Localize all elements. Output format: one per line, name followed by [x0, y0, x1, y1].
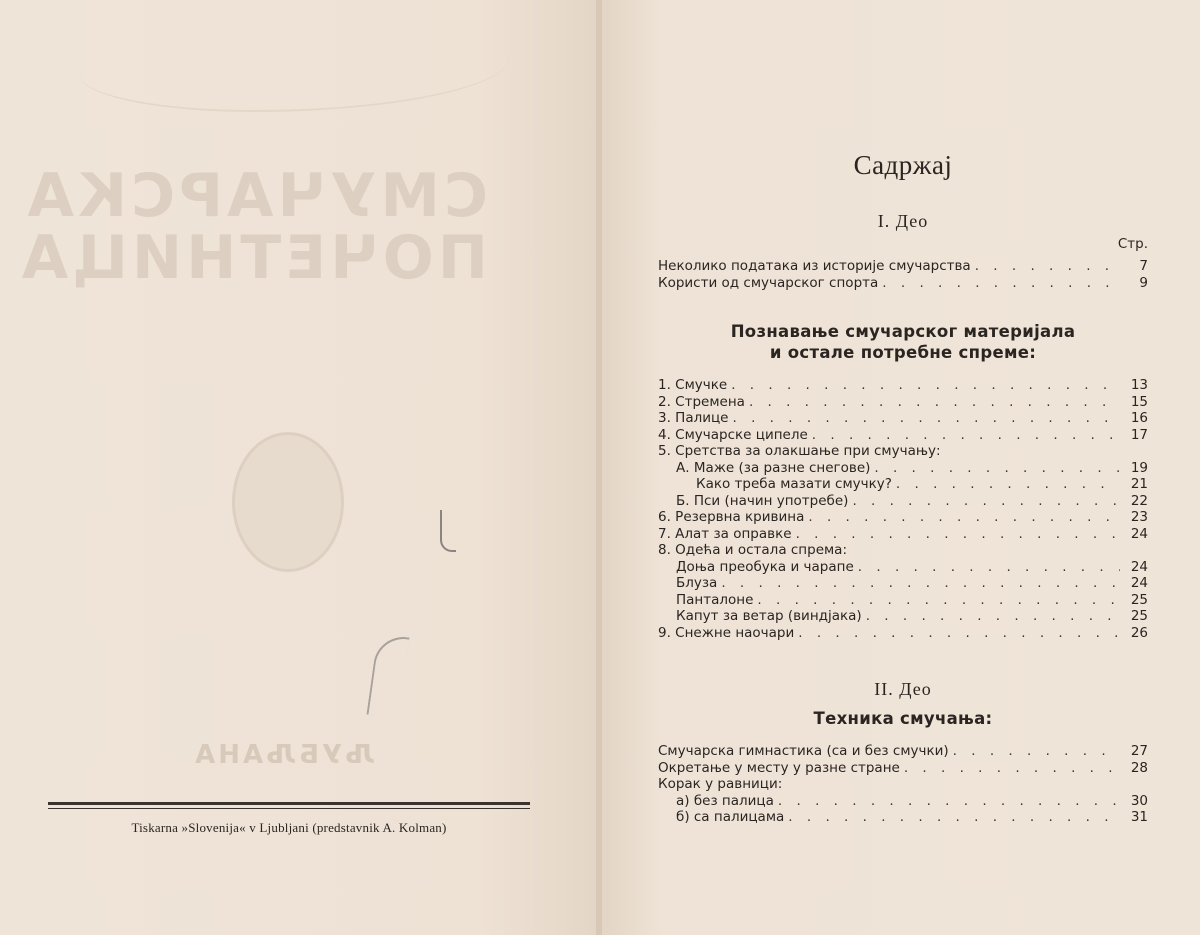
toc-entry-label: Како треба мазати смучку? [696, 476, 892, 492]
toc-entry-label: 1. Смучке [658, 377, 728, 393]
toc-entry [658, 542, 1148, 559]
toc-entry-label: Доња преобука и чарапе [676, 558, 854, 575]
technique-heading: Техника смучања: [813, 709, 993, 728]
toc-entry [658, 760, 1148, 777]
toc-leader-dots [896, 476, 1120, 493]
printer-imprint: Tiskarna »Slovenija« v Ljubljani (predstavnik A. Kolman) [131, 820, 447, 835]
toc-entry [658, 493, 1148, 510]
toc-entry-label: а) без палица [676, 792, 774, 809]
toc-entry-label: Окретање у месту у разне стране [658, 759, 900, 776]
toc-entry [658, 509, 1148, 526]
toc-entry-page: 25 [1130, 608, 1148, 624]
toc-leader-dots [882, 275, 1120, 292]
toc-entry-label: 2. Стремена [658, 393, 745, 410]
toc-entry [658, 275, 1148, 292]
toc-entry-page: 22 [1130, 492, 1148, 509]
toc-leader-dots [757, 592, 1120, 609]
toc-leader-dots [721, 575, 1120, 592]
toc-entry-label: 3. Палице [658, 410, 729, 426]
toc-leader-dots [796, 526, 1120, 543]
toc-entry [658, 427, 1148, 444]
pencil-mark-curve [366, 633, 409, 719]
toc-entry-page: 7 [1139, 258, 1148, 274]
imprint-rule-thin [48, 808, 530, 809]
toc-entry-label: Неколико података из историје смучарства [658, 258, 971, 274]
left-page [0, 0, 598, 935]
toc-entry-page: 26 [1130, 624, 1148, 641]
toc-entry-page: 28 [1130, 759, 1148, 776]
toc-entry-page: 19 [1130, 459, 1148, 476]
toc-title: Садржај [853, 150, 953, 180]
toc-entry [658, 377, 1148, 394]
pencil-mark [440, 510, 456, 552]
toc-leader-dots [852, 493, 1120, 510]
toc-entry-page: 24 [1130, 525, 1148, 542]
toc-entry [658, 476, 1148, 493]
part-1-heading: I. Део [877, 211, 929, 231]
toc-leader-dots [866, 608, 1120, 625]
toc-entry-label: 6. Резервна кривина [658, 509, 805, 525]
toc-entry-label: 4. Смучарске ципеле [658, 426, 808, 443]
toc-entry [658, 575, 1148, 592]
toc-entry-label: Блуза [676, 575, 718, 591]
toc-entry [658, 460, 1148, 477]
toc-entry [658, 526, 1148, 543]
toc-entry [658, 743, 1148, 760]
bleed-through-cover-title: СМУЧАРСКА ПОЧЕТНИЦА [17, 161, 488, 293]
toc-entry-label: 7. Алат за оправке [658, 525, 792, 542]
toc-entry-label: 5. Сретства за олакшање при смучању: [658, 443, 941, 459]
toc-entry-page: 24 [1130, 575, 1148, 591]
technique-entries [658, 743, 1148, 826]
toc-leader-dots [874, 460, 1120, 477]
toc-entry-label: Б. Пси (начин употребе) [676, 492, 849, 509]
table-of-contents [658, 150, 1148, 826]
toc-leader-dots [808, 509, 1120, 526]
toc-leader-dots [733, 410, 1121, 427]
bleed-through-handwriting [80, 20, 510, 112]
material-heading-line-1: Познавање смучарског материјала [730, 322, 1076, 341]
toc-entry-label: Користи од смучарског спорта [658, 274, 879, 291]
toc-entry [658, 793, 1148, 810]
toc-leader-dots [778, 793, 1120, 810]
page-column-label: Стр. [1117, 236, 1148, 252]
toc-entry [658, 410, 1148, 427]
toc-entry-page: 13 [1130, 377, 1148, 393]
toc-leader-dots [953, 743, 1120, 760]
toc-entry-page: 30 [1130, 792, 1148, 809]
material-heading-line-2: и остале потребне спреме: [769, 343, 1037, 362]
toc-entry-label: Смучарска гимнастика (са и без смучки) [658, 743, 949, 759]
toc-leader-dots [788, 809, 1120, 826]
toc-entry [658, 443, 1148, 460]
toc-entry-label: 9. Снежне наочари [658, 624, 795, 641]
toc-entry-page: 16 [1130, 410, 1148, 426]
toc-leader-dots [975, 258, 1120, 275]
toc-entry-label: А. Маже (за разне снегове) [676, 459, 871, 476]
toc-entry-page: 21 [1130, 476, 1148, 492]
toc-entry-page: 23 [1130, 509, 1148, 525]
toc-entry [658, 608, 1148, 625]
toc-entry-label: Корак у равници: [658, 776, 783, 792]
toc-entry [658, 258, 1148, 275]
toc-leader-dots [749, 394, 1120, 411]
toc-entry-page: 24 [1130, 558, 1148, 575]
toc-entry-page: 9 [1139, 274, 1148, 291]
toc-entry-page: 17 [1130, 426, 1148, 443]
toc-entry [658, 776, 1148, 793]
part-1-entries [658, 258, 1148, 291]
toc-entry [658, 809, 1148, 826]
toc-entry [658, 394, 1148, 411]
toc-entry-page: 15 [1130, 393, 1148, 410]
imprint-rule-thick [48, 802, 530, 805]
bleed-through-city: ЉУБЉАНА [192, 740, 375, 770]
toc-entry [658, 559, 1148, 576]
part-2-heading: II. Део [874, 679, 932, 699]
toc-leader-dots [858, 559, 1120, 576]
toc-entry [658, 592, 1148, 609]
toc-leader-dots [731, 377, 1120, 394]
toc-leader-dots [812, 427, 1120, 444]
bleed-through-emblem [232, 432, 344, 572]
toc-entry [658, 625, 1148, 642]
toc-leader-dots [798, 625, 1120, 642]
toc-entry-label: Капут за ветар (виндјака) [676, 608, 862, 624]
material-entries [658, 377, 1148, 641]
toc-entry-label: Панталоне [676, 591, 754, 608]
toc-leader-dots [904, 760, 1120, 777]
toc-entry-page: 31 [1130, 809, 1148, 825]
toc-entry-label: б) са палицама [676, 809, 785, 825]
toc-entry-label: 8. Одећа и остала спрема: [658, 542, 848, 558]
toc-entry-page: 27 [1130, 743, 1148, 759]
toc-entry-page: 25 [1130, 591, 1148, 608]
